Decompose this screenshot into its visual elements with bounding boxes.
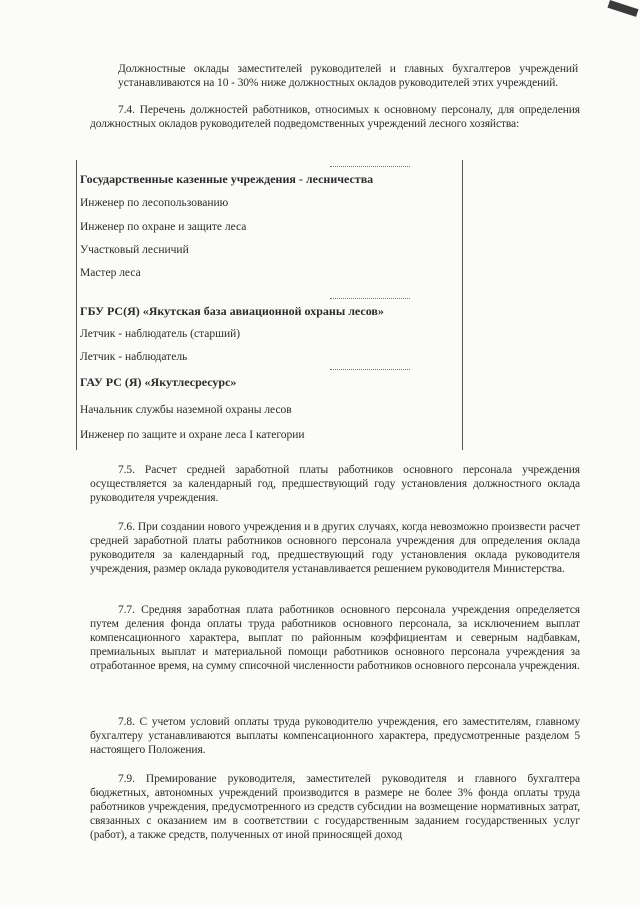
table-row: Начальник службы наземной охраны лесов (80, 404, 292, 416)
paragraph-7-6: 7.6. При создании нового учреждения и в других случаях, когда невозможно произвести расчет средней заработной платы работников основного персонала учреждения для определения оклада руководителя за календарный год, предшествующий году установления оклада руководителя учреждения, размер оклада руководителя устанавливается решением руководителя Министерства. (90, 521, 580, 575)
paragraph-7-7: 7.7. Средняя заработная плата работников основного персонала учреждения определяется путем деления фонда оплаты труда работников основного персонала, за исключением выплат компенсационного характера, выплат по районным коэффициентам и северным надбавкам, премиальных выплат и материальной помощи работников основного персонала учреждения за отработанное время, на сумму списочной численности работников основного персонала учреждения. (90, 604, 580, 672)
table-separator (330, 369, 410, 370)
table-row: Участковый лесничий (80, 244, 189, 256)
paragraph-7-4: 7.4. Перечень должностей работников, относимых к основному персоналу, для определения должностных окладов руководителей подведомственных учреждений лесного хозяйства: (90, 104, 580, 130)
table-section-heading: Государственные казенные учреждения - лесничества (80, 172, 374, 186)
table-row: Инженер по защите и охране леса I категории (80, 429, 305, 441)
scan-artifact (608, 0, 639, 17)
paragraph-7-9: 7.9. Премирование руководителя, заместителей руководителя и главного бухгалтера бюджетных, автономных учреждений производится в размере не более 3% фонда оплаты труда работников учреждения, предусмотренного из средств субсидии на возмещение нормативных затрат, связанных с оказанием им в соответствии с государственным заданием государственных услуг (работ), а также средств, полученных от иной приносящей доход (90, 773, 580, 841)
table-row: Инженер по охране и защите леса (80, 221, 247, 233)
table-row: Инженер по лесопользованию (80, 197, 229, 209)
paragraph-intro: Должностные оклады заместителей руководителей и главных бухгалтеров учреждений устанавливаются на 10 - 30% ниже должностных окладов руководителей этих учреждений. (118, 63, 578, 89)
table-border-right (462, 160, 463, 450)
table-section-heading: ГАУ РС (Я) «Якутлесресурс» (80, 375, 237, 389)
table-separator (330, 298, 410, 299)
table-border-left (76, 160, 77, 450)
table-section-heading: ГБУ РС(Я) «Якутская база авиационной охраны лесов» (80, 304, 384, 318)
paragraph-7-5: 7.5. Расчет средней заработной платы работников основного персонала учреждения осуществляется за календарный год, предшествующий году установления должностного оклада руководителя учреждения. (90, 464, 580, 504)
paragraph-7-8: 7.8. С учетом условий оплаты труда руководителю учреждения, его заместителям, главному бухгалтеру устанавливаются выплаты компенсационного характера, предусмотренные разделом 5 настоящего Положения. (90, 716, 580, 756)
table-separator (330, 166, 410, 167)
table-row: Мастер леса (80, 267, 141, 279)
table-row: Летчик - наблюдатель (80, 351, 188, 363)
table-row: Летчик - наблюдатель (старший) (80, 328, 241, 340)
